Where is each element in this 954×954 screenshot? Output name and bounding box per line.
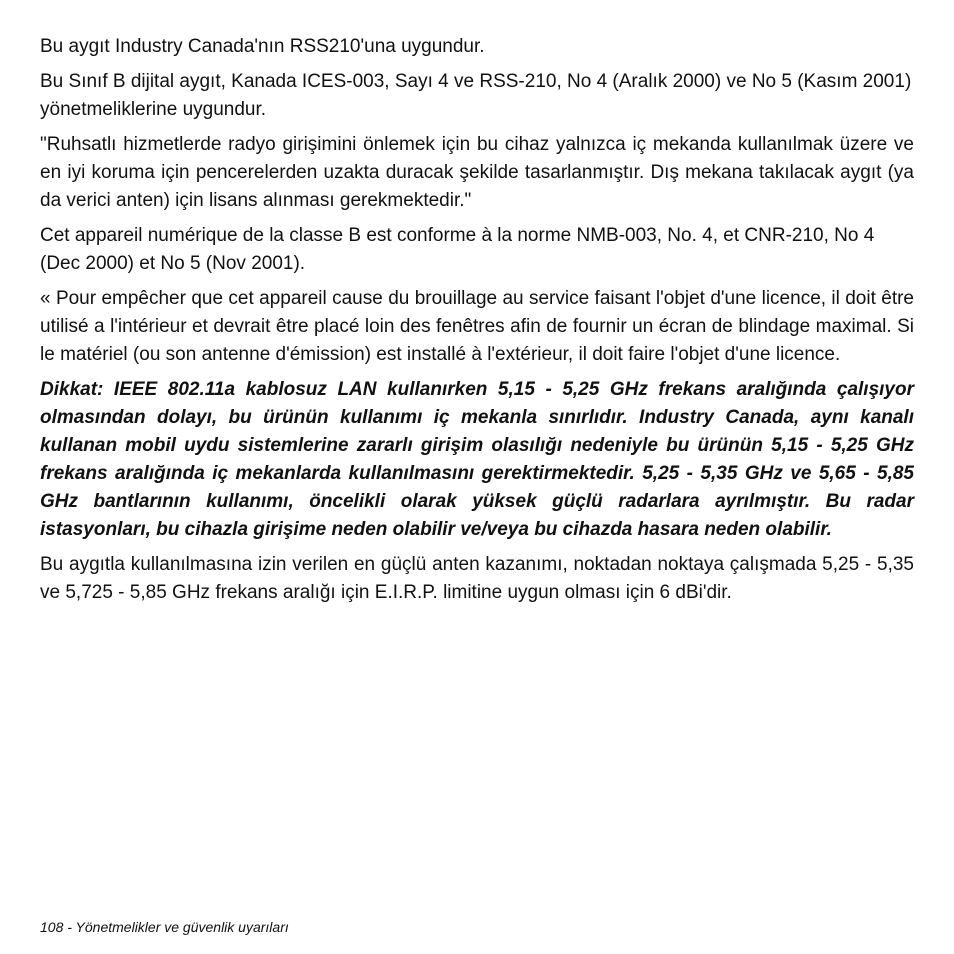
paragraph-class-b-digital: Bu Sınıf B dijital aygıt, Kanada ICES-003, Sayı 4 ve RSS-210, No 4 (Aralık 2000) ve No 5 (Kasım 2001) yönetmeliklerine uygundur. [40, 71, 912, 120]
document-body [40, 33, 914, 614]
paragraph-antenna-gain: Bu aygıtla kullanılmasına izin verilen en güçlü anten kazanımı, noktadan noktaya çalışmada 5,25 - 5,35 ve 5,725 - 5,85 GHz frekans aralığı için E.I.R.P. limitine uygun olması için 6 dBi'dir. [40, 554, 914, 603]
paragraph-french-brouillage: « Pour empêcher que cet appareil cause du brouillage au service faisant l'objet d'une licence, il doit être utilisé a l'intérieur et devrait être placé loin des fenêtres afin de fournir un écran de blindage maximal. Si le matériel (ou son antenne d'émission) est installé à l'extérieur, il doit faire l'objet d'une licence. [40, 288, 914, 365]
paragraph-rss210: Bu aygıt Industry Canada'nın RSS210'una uygundur. [40, 36, 485, 57]
page-footer: 108 - Yönetmelikler ve güvenlik uyarıları [40, 919, 289, 935]
paragraph-warning-dikkat: Dikkat: IEEE 802.11a kablosuz LAN kullanırken 5,15 - 5,25 GHz frekans aralığında çalışıyor olmasından dolayı, bu ürünün kullanımı iç mekanla sınırlıdır. Industry Canada, aynı kanalı kullanan mobil uydu sistemlerine zararlı girişim olasılığı nedeniyle bu ürünün 5,15 - 5,25 GHz frekans aralığında iç mekanlarda kullanılmasını gerektirmektedir. 5,25 - 5,35 GHz ve 5,65 - 5,85 GHz bantlarının kullanımı, öncelikli olarak yüksek güçlü radarlara ayrılmıştır. Bu radar istasyonları, bu cihazla girişime neden olabilir ve/veya bu cihazda hasara neden olabilir. [40, 379, 914, 540]
paragraph-licensed-services: "Ruhsatlı hizmetlerde radyo girişimini önlemek için bu cihaz yalnızca iç mekanda kullanılmak üzere ve en iyi koruma için pencerelerden uzakta duracak şekilde tasarlanmıştır. Dış mekana takılacak aygıt (ya da verici anten) için lisans alınması gerekmektedir." [40, 134, 914, 211]
paragraph-french-class-b: Cet appareil numérique de la classe B est conforme à la norme NMB-003, No. 4, et CNR-210, No 4 (Dec 2000) et No 5 (Nov 2001). [40, 225, 875, 274]
